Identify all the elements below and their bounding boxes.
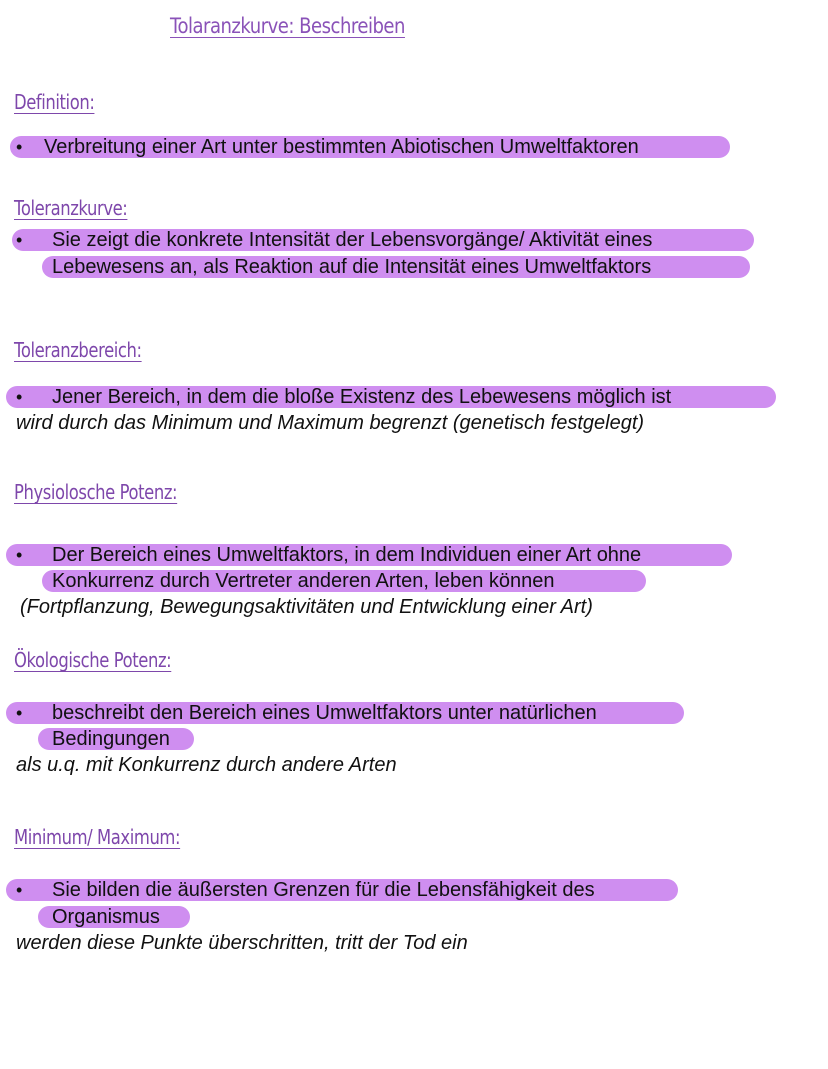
bullet-toleranzkurve: •: [16, 230, 23, 250]
heading-oekologische-potenz: Ökologische Potenz:: [14, 648, 172, 672]
heading-minimum-maximum: Minimum/ Maximum:: [14, 825, 181, 849]
bullet-oekologische: •: [16, 703, 23, 723]
physiologische-note: (Fortpflanzung, Bewegungsaktivitäten und Entwicklung einer Art): [20, 596, 593, 618]
physiologische-text-1: Der Bereich eines Umweltfaktors, in dem Individuen einer Art ohne: [52, 544, 642, 566]
page-title: Tolaranzkurve: Beschreiben: [170, 14, 405, 38]
bullet-minmax: •: [16, 880, 23, 900]
toleranzkurve-text-2: Lebewesens an, als Reaktion auf die Intensität eines Umweltfaktors: [52, 256, 652, 278]
bullet-toleranzbereich: •: [16, 387, 23, 407]
heading-definition: Definition:: [14, 90, 95, 114]
toleranzkurve-text-1: Sie zeigt die konkrete Intensität der Lebensvorgänge/ Aktivität eines: [52, 229, 653, 251]
definition-text: Verbreitung einer Art unter bestimmten Abiotischen Umweltfaktoren: [44, 136, 639, 158]
oekologische-text-1: beschreibt den Bereich eines Umweltfaktors unter natürlichen: [52, 702, 597, 724]
bullet-physiologische: •: [16, 545, 23, 565]
heading-toleranzbereich: Toleranzbereich:: [14, 338, 142, 362]
oekologische-note: als u.q. mit Konkurrenz durch andere Arten: [16, 754, 397, 776]
minmax-text-1: Sie bilden die äußersten Grenzen für die Lebensfähigkeit des: [52, 879, 595, 901]
toleranzbereich-note: wird durch das Minimum und Maximum begrenzt (genetisch festgelegt): [16, 412, 645, 434]
minmax-text-2: Organismus: [52, 906, 160, 928]
heading-toleranzkurve: Toleranzkurve:: [14, 196, 128, 220]
bullet-definition: •: [16, 137, 23, 157]
minmax-note: werden diese Punkte überschritten, tritt der Tod ein: [16, 932, 468, 954]
heading-physiologische-potenz: Physiolosche Potenz:: [14, 480, 178, 504]
physiologische-text-2: Konkurrenz durch Vertreter anderen Arten, leben können: [52, 570, 555, 592]
toleranzbereich-text-1: Jener Bereich, in dem die bloße Existenz des Lebewesens möglich ist: [52, 386, 672, 408]
oekologische-text-2: Bedingungen: [52, 728, 170, 750]
